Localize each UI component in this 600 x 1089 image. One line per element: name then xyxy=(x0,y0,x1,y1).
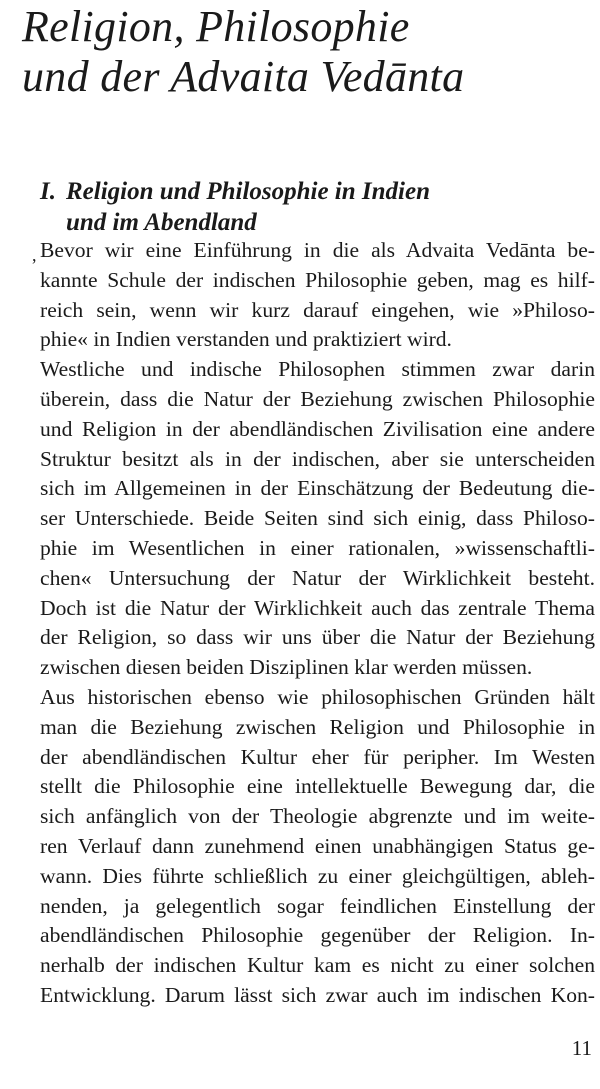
text-line: phie im Wesentlichen in einer rationalen, »wissenschaftli- xyxy=(40,535,595,560)
text-line: abendländischen Philosophie gegenüber der Religion. In- xyxy=(40,923,595,948)
stray-mark: , xyxy=(32,245,37,265)
text-line: Struktur besitzt als in der indischen, aber sie unterscheiden xyxy=(40,446,595,471)
text-line: Bevor wir eine Einführung in die als Advaita Vedānta be- xyxy=(40,238,595,262)
text-line: ser Unterschiede. Beide Seiten sind sich einig, dass Philoso- xyxy=(40,506,595,531)
text-line: kannte Schule der indischen Philosophie geben, mag es hilf- xyxy=(40,267,595,292)
text-line: Entwicklung. Darum lässt sich zwar auch im indischen Kon- xyxy=(40,982,595,1007)
text-line: phie« in Indien verstanden und praktiziert wird. xyxy=(40,327,452,352)
section-number: I. xyxy=(40,178,56,205)
text-line: reich sein, wenn wir kurz darauf eingehen, wie »Philoso- xyxy=(40,297,595,322)
chapter-title-line-1: Religion, Philosophie xyxy=(22,2,410,51)
text-line: Aus historischen ebenso wie philosophischen Gründen hält xyxy=(40,684,595,709)
text-line: der Religion, so dass wir uns über die Natur der Beziehung xyxy=(40,625,595,650)
section-title-line-1: Religion und Philosophie in Indien xyxy=(66,178,430,205)
text-line: stellt die Philosophie eine intellektuelle Bewegung dar, die xyxy=(40,774,595,799)
text-line: Westliche und indische Philosophen stimmen zwar darin xyxy=(40,357,595,382)
text-line: wann. Dies führte schließlich zu einer gleichgültigen, ableh- xyxy=(40,863,595,888)
text-line: Doch ist die Natur der Wirklichkeit auch das zentrale Thema xyxy=(40,595,595,620)
text-line: und Religion in der abendländischen Zivilisation eine andere xyxy=(40,416,595,441)
text-line: nerhalb der indischen Kultur kam es nicht zu einer solchen xyxy=(40,953,595,978)
page-number: 11 xyxy=(571,1036,592,1060)
text-line: ren Verlauf dann zunehmend einen unabhängigen Status ge- xyxy=(40,833,595,858)
text-line: der abendländischen Kultur eher für peripher. Im Westen xyxy=(40,744,595,769)
text-line: nenden, ja gelegentlich sogar feindlichen Einstellung der xyxy=(40,893,595,918)
chapter-title-line-2: und der Advaita Vedānta xyxy=(22,52,465,101)
text-line: sich im Allgemeinen in der Einschätzung der Bedeutung die- xyxy=(40,476,595,501)
text-line: chen« Untersuchung der Natur der Wirklichkeit besteht. xyxy=(40,565,595,590)
body-text xyxy=(40,236,595,1011)
text-line: überein, dass die Natur der Beziehung zwischen Philosophie xyxy=(40,386,595,411)
chapter-title xyxy=(22,2,582,102)
section-title-line-2: und im Abendland xyxy=(66,209,257,236)
text-line: man die Beziehung zwischen Religion und Philosophie in xyxy=(40,714,595,739)
text-line: zwischen diesen beiden Disziplinen klar werden müssen. xyxy=(40,655,533,680)
section-heading xyxy=(40,176,580,238)
text-line: sich anfänglich von der Theologie abgrenzte und im weite- xyxy=(40,804,595,829)
